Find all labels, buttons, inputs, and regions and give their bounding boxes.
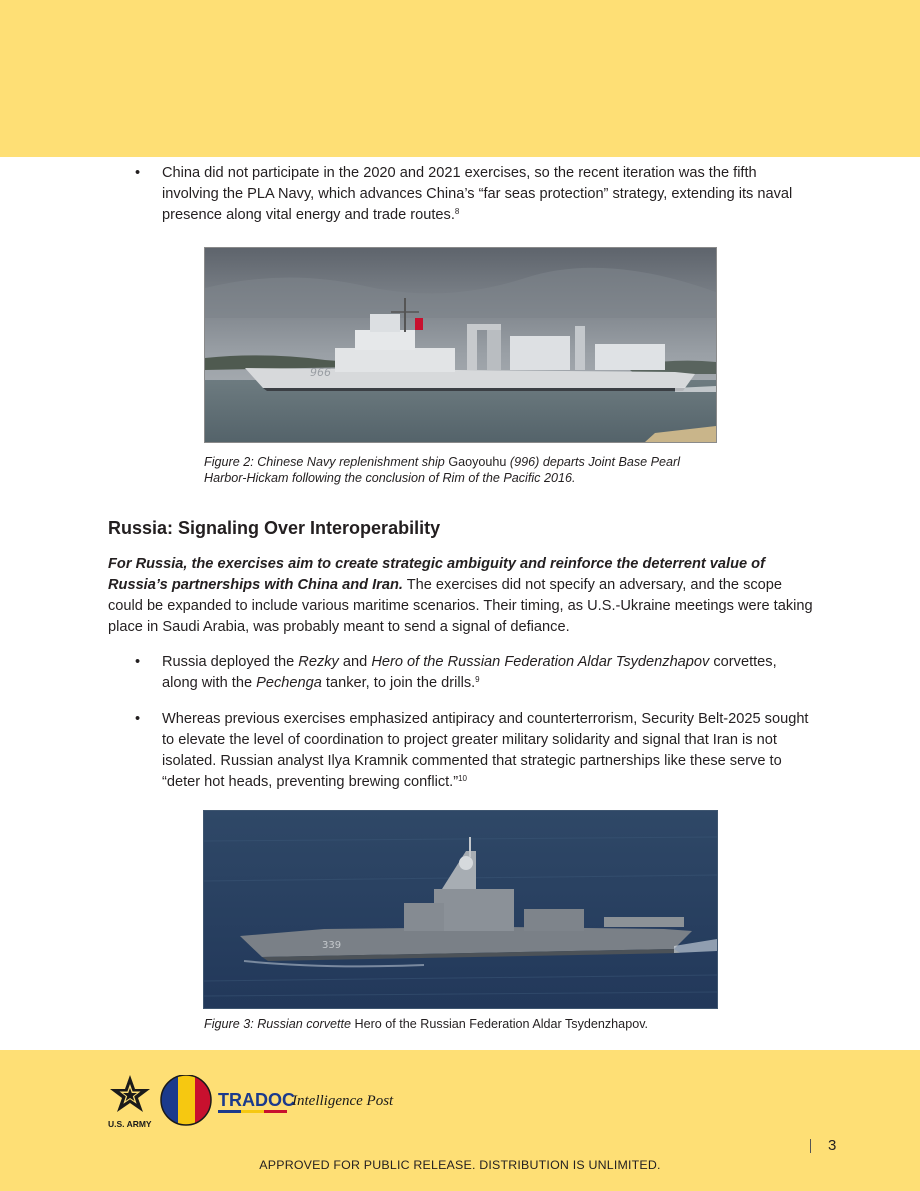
paragraph-body: The exercises did not specify an adversary, and the scope could be expanded to include various maritime scenarios. Their timing, as U.S.-Ukraine meetings were taking place in Saudi Arabia, was probably meant to send a signal of defiance. [108, 577, 813, 635]
figure-3-photo [203, 810, 718, 1009]
section-heading: Russia: Signaling Over Interoperability [108, 518, 441, 538]
tradoc-wordmark: TRADOC [218, 1090, 295, 1110]
bullet-dot: • [135, 165, 141, 181]
footer-logo-group [108, 1075, 408, 1131]
figure-3-hull-number: 339 [322, 940, 342, 951]
page-number-divider [810, 1139, 811, 1153]
army-label: U.S. ARMY [108, 1119, 152, 1129]
figure-2-hull-number: 966 [310, 366, 331, 379]
publication-name: Intelligence Post [292, 1093, 394, 1109]
footnote-ref[interactable]: 9 [475, 675, 480, 684]
bullet-dot: • [135, 654, 141, 670]
figure-3-ship-name: Hero of the Russian Federation Aldar Tsydenzhapov. [354, 1017, 649, 1031]
footnote-ref[interactable]: 8 [454, 207, 460, 216]
bullet-text: China did not participate in the 2020 and 2021 exercises, so the recent iteration was the fifth involving the PLA Navy, which advances China’s “far seas protection” strategy, extending its naval presence along vital energy and trade routes.$^8$ [162, 165, 793, 223]
army-star-icon [110, 1075, 150, 1112]
section-paragraph [108, 554, 813, 638]
figure-3-caption: Figure 3: Russian corvette Hero of the Russian Federation Aldar Tsydenzhapov. [204, 1017, 649, 1031]
tradoc-seal-icon [161, 1075, 212, 1125]
figure-2-ship-name: Gaoyouhu [448, 455, 507, 469]
paragraph-lead: For Russia, the exercises aim to create strategic ambiguity and reinforce the deterrent value of Russia’s partnerships with China and Iran. [108, 556, 765, 593]
figure-2-photo [204, 247, 717, 443]
release-statement: APPROVED FOR PUBLIC RELEASE. DISTRIBUTION IS UNLIMITED. [259, 1158, 661, 1172]
footnote-ref[interactable]: 10 [458, 774, 467, 783]
header-band [0, 0, 920, 157]
bullet-text: Russia deployed the Rezky and Hero of the Russian Federation Aldar Tsydenzhapov corvettes, along with the Pechenga tanker, to join the drills.$^9$ [162, 654, 777, 691]
bullet-dot: • [135, 711, 141, 727]
figure-2-caption: Figure 2: Chinese Navy replenishment ship Gaoyouhu (996) departs Joint Base Pearl Harbor-Hickam following the conclusion of Rim of the Pacific 2016. [204, 455, 681, 485]
bullet-text: Whereas previous exercises emphasized antipiracy and counterterrorism, Security Belt-2025 sought to elevate the level of coordination to project greater military solidarity and signal that Iran is not isolated. Russian analyst Ilya Kramnik commented that strategic partnerships like these serve to “deter hot heads, preventing brewing conflict.”$^{10}$ [162, 711, 809, 790]
page-number: 3 [828, 1137, 837, 1154]
